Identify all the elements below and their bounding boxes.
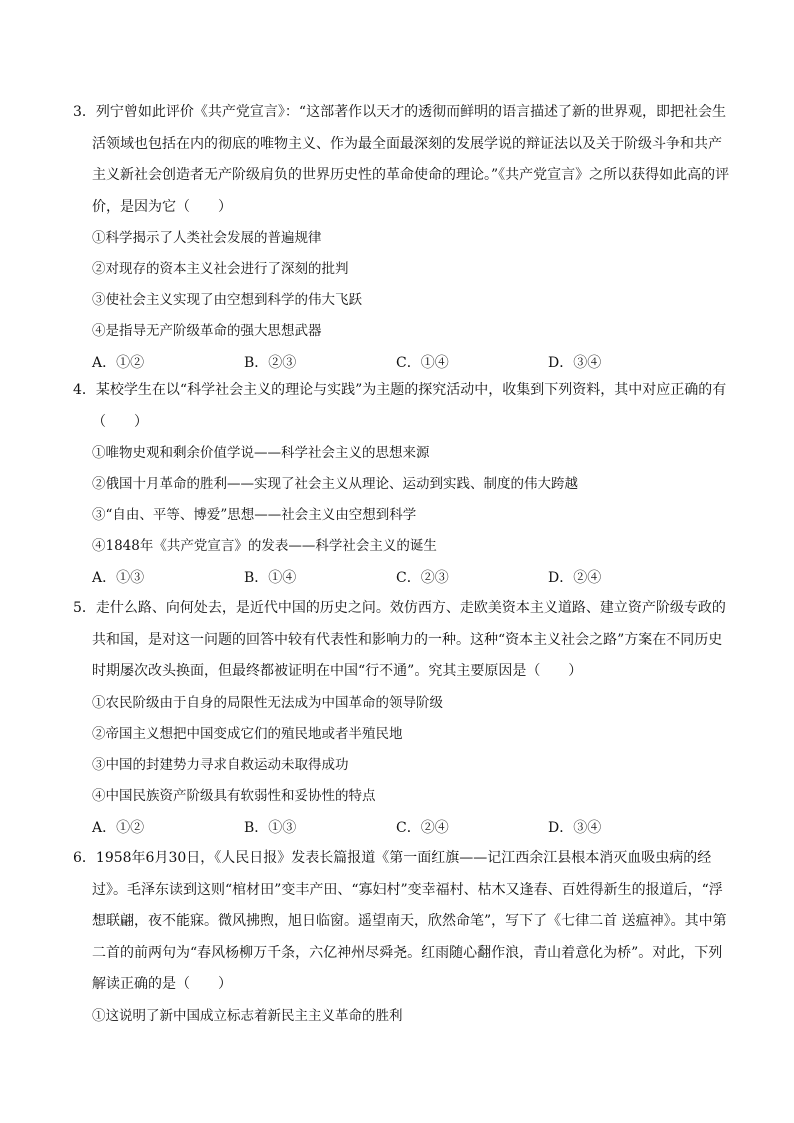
choice-c: C．②③ [396,570,449,586]
choice-c: C．②④ [396,819,449,836]
choice-d: D．③④ [548,819,602,836]
question-stem: 3．列宁曾如此评价《共产党宣言》：“这部著作以天才的透彻而鲜明的语言描述了新的世界观，即把社会生活领域也包括在内的彻底的唯物主义、作为最全面最深刻的发展学说的辩证法以及关于阶级斗争和共产主义新社会创造者无产阶级肩负的世界历史性的革命使命的理论。”《共产党宣言》之所以获得如此高的评价，是因为它（ ） [73,104,730,215]
option-statement: ①这说明了新中国成立标志着新民主主义革命的胜利 [92,1007,403,1024]
option-statement: ①唯物史观和剩余价值学说——科学社会主义的思想来源 [92,445,430,461]
question-4 [73,375,730,592]
question-stem: 5．走什么路、向何处去，是近代中国的历史之问。效仿西方、走欧美资本主义道路、建立资产阶级专政的共和国，是对这一问题的回答中较有代表性和影响力的一种。这种“资本主义社会之路”方案在不同历史时期屡次改头换面，但最终都被证明在中国“行不通”。究其主要原因是（ ） [73,600,726,679]
option-statement: ①农民阶级由于自身的局限性无法成为中国革命的领导阶级 [92,694,443,711]
option-statement: ①科学揭示了人类社会发展的普遍规律 [92,230,322,246]
option-statement: ④中国民族资产阶级具有软弱性和妥协性的特点 [92,787,376,804]
choice-c: C．①④ [396,355,449,371]
question-5 [73,593,730,842]
choice-b: B．①④ [244,570,297,586]
choice-d: D．②④ [548,570,602,586]
option-statement: ④是指导无产阶级革命的强大思想武器 [92,323,322,339]
option-statement: ③中国的封建势力寻求自救运动未取得成功 [92,756,349,773]
option-statement: ②对现存的资本主义社会进行了深刻的批判 [92,261,349,277]
option-statement: ②俄国十月革命的胜利——实现了社会主义从理论、运动到实践、制度的伟大跨越 [92,476,578,492]
option-statement: ④1848年《共产党宣言》的发表——科学社会主义的诞生 [92,538,437,554]
option-statement: ③使社会主义实现了由空想到科学的伟大飞跃 [92,292,362,308]
question-stem: 6．1958年6月30日，《人民日报》发表长篇报道《第一面红旗——记江西余江县根本消灭血吸虫病的经过》。毛泽东读到这则“棺材田”变丰产田、“寡妇村”变幸福村、枯木又逢春、百姓得新生的报道后，“浮想联翩，夜不能寐。微风拂煦，旭日临窗。遥望南天，欣然命笔”，写下了《七律二首 送瘟神》。其中第二首的前两句为“春风杨柳万千条，六亿神州尽舜尧。红雨随心翻作浪，青山着意化为桥”。对此，下列解读正确的是（ ） [73,850,727,992]
answer-choices [92,812,730,842]
choice-a: A．①② [92,819,145,836]
answer-choices [92,347,730,377]
option-statement: ③“自由、平等、博爱”思想——社会主义由空想到科学 [92,507,417,523]
question-6 [73,843,730,1032]
option-statement: ②帝国主义想把中国变成它们的殖民地或者半殖民地 [92,725,403,742]
choice-d: D．③④ [548,355,602,371]
choice-a: A．①② [92,355,145,371]
choice-b: B．①③ [244,819,297,836]
question-3 [73,97,730,377]
answer-choices [92,562,730,592]
choice-a: A．①③ [92,570,145,586]
question-stem: 4．某校学生在以“科学社会主义的理论与实践”为主题的探究活动中，收集到下列资料，其中对应正确的有（ ） [73,382,727,430]
choice-b: B．②③ [244,355,297,371]
